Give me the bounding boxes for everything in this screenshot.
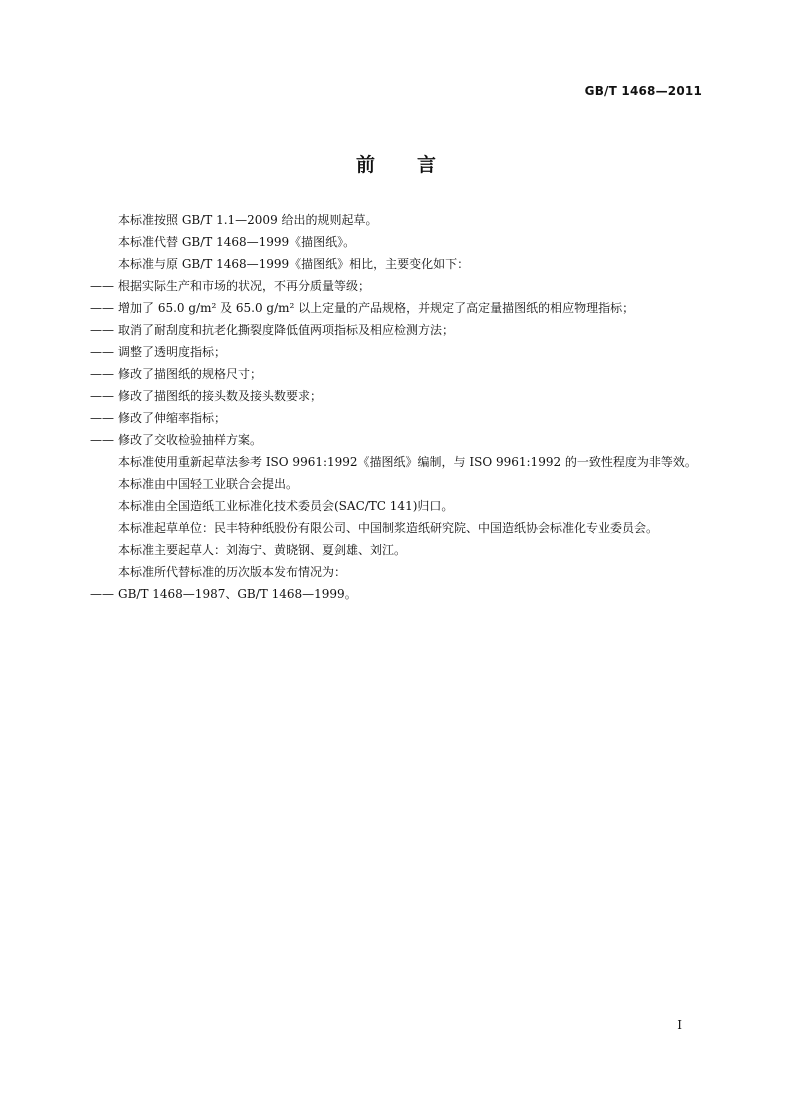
paragraph: 本标准起草单位：民丰特种纸股份有限公司、中国制浆造纸研究院、中国造纸协会标准化专业委员会。 [118,521,659,535]
list-item-text: 修改了描图纸的接头数及接头数要求； [118,389,323,403]
paragraph: 本标准与原 GB/T 1468—1999《描图纸》相比，主要变化如下： [118,257,470,271]
list-item-text: 增加了 65.0 g/m² 及 65.0 g/m² 以上定量的产品规格，并规定了高定量描图纸的相应物理指标； [118,301,635,315]
list-item-text: 修改了交收检验抽样方案。 [118,433,263,447]
paragraph: 本标准由全国造纸工业标准化技术委员会(SAC/TC 141)归口。 [118,499,454,513]
list-item-text: 根据实际生产和市场的状况，不再分质量等级； [118,279,371,293]
dash-mark: —— [90,411,114,425]
paragraph: 本标准使用重新起草法参考 ISO 9961:1992《描图纸》编制，与 ISO 9961:1992 的一致性程度为非等效。 [118,455,697,469]
list-item-text: GB/T 1468—1987、GB/T 1468—1999。 [118,587,357,601]
list-item [90,275,702,297]
list-item [90,583,702,605]
list-item [90,407,702,429]
paragraph: 本标准代替 GB/T 1468—1999《描图纸》。 [118,235,356,249]
paragraph: 本标准主要起草人：刘海宁、黄晓钢、夏剑雄、刘江。 [118,543,407,557]
list-item [90,319,702,341]
dash-mark: —— [90,279,114,293]
dash-mark: —— [90,587,114,601]
page-number: I [677,1018,682,1032]
list-item [90,429,702,451]
paragraph: 本标准按照 GB/T 1.1—2009 给出的规则起草。 [118,213,378,227]
paragraph: 本标准由中国轻工业联合会提出。 [118,477,299,491]
list-item [90,341,702,363]
list-item-text: 调整了透明度指标； [118,345,227,359]
list-item-text: 取消了耐刮度和抗老化撕裂度降低值两项指标及相应检测方法； [118,323,455,337]
foreword-body [90,209,702,605]
list-item [90,363,702,385]
dash-mark: —— [90,367,114,381]
list-item-text: 修改了描图纸的规格尺寸； [118,367,263,381]
paragraph: 本标准所代替标准的历次版本发布情况为： [118,565,347,579]
dash-mark: —— [90,433,114,447]
list-item [90,297,702,319]
list-item-text: 修改了伸缩率指标； [118,411,227,425]
dash-mark: —— [90,301,114,315]
page-title: 前言 [355,154,478,176]
standard-number: GB/T 1468—2011 [584,84,702,98]
list-item [90,385,702,407]
dash-mark: —— [90,323,114,337]
dash-mark: —— [90,389,114,403]
dash-mark: —— [90,345,114,359]
